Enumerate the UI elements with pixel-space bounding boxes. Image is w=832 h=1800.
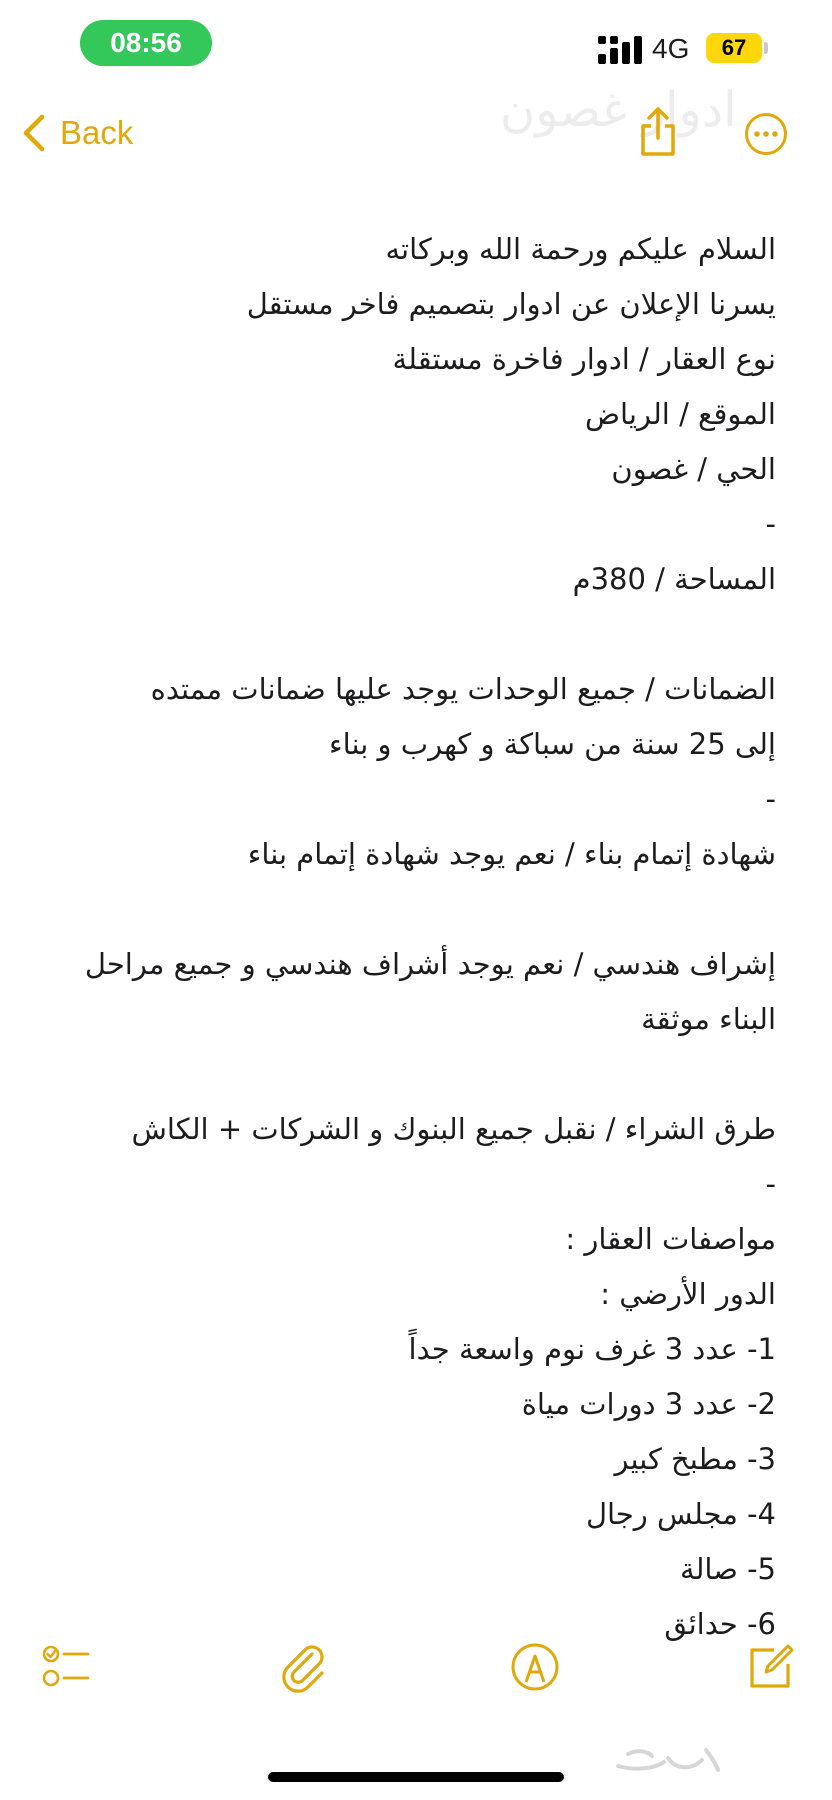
note-line (36, 1047, 776, 1102)
note-line: مواصفات العقار : (565, 1222, 776, 1256)
note-line: - (765, 507, 776, 541)
note-line: المساحة / 380م (572, 562, 776, 596)
compose-icon[interactable] (744, 1640, 798, 1694)
network-type: 4G (652, 33, 690, 64)
note-line: طرق الشراء / نقبل جميع البنوك و الشركات + الكاش (131, 1112, 776, 1146)
note-line: 6- حدائق (664, 1607, 776, 1641)
paperclip-icon[interactable] (278, 1640, 332, 1694)
checklist-icon[interactable] (40, 1640, 94, 1694)
note-line: الموقع / الرياض (584, 397, 776, 431)
note-line: 5- صالة (680, 1552, 776, 1586)
note-line: الضمانات / جميع الوحدات يوجد عليها ضمانات ممتده (150, 672, 776, 706)
back-button[interactable] (22, 108, 133, 158)
markup-pen-icon[interactable] (508, 1640, 562, 1694)
site-watermark-logo (612, 1740, 722, 1780)
note-line: 2- عدد 3 دورات مياة (521, 1387, 776, 1421)
note-line: - (765, 1167, 776, 1201)
note-line: السلام عليكم ورحمة الله وبركاته (385, 232, 776, 266)
note-line: البناء موثقة (641, 1002, 776, 1036)
note-line: الدور الأرضي : (600, 1277, 776, 1311)
note-line: إلى 25 سنة من سباكة و كهرب و بناء (329, 727, 776, 761)
status-bar (0, 0, 832, 90)
note-line (36, 882, 776, 937)
note-line: شهادة إتمام بناء / نعم يوجد شهادة إتمام بناء (247, 837, 776, 871)
battery-cap (764, 42, 768, 54)
note-line: - (765, 782, 776, 816)
note-line: 4- مجلس رجال (585, 1497, 776, 1531)
home-indicator[interactable] (268, 1772, 564, 1782)
note-line: إشراف هندسي / نعم يوجد أشراف هندسي و جميع مراحل (84, 947, 776, 981)
bottom-toolbar (0, 1640, 832, 1730)
note-line: 3- مطبخ كبير (614, 1442, 776, 1476)
status-time: 08:56 (80, 20, 212, 66)
note-line: يسرنا الإعلان عن ادوار بتصميم فاخر مستقل (246, 287, 776, 321)
note-body[interactable] (36, 222, 776, 1652)
note-line (36, 607, 776, 662)
note-line: 1- عدد 3 غرف نوم واسعة جداً (408, 1332, 776, 1366)
back-label: Back (60, 114, 134, 151)
note-line: نوع العقار / ادوار فاخرة مستقلة (392, 342, 776, 376)
scrolled-title-ghost: ادوار غصون (500, 82, 737, 138)
share-icon[interactable] (636, 106, 680, 158)
ellipsis-circle-icon[interactable] (744, 112, 788, 156)
note-line: الحي / غصون (611, 452, 776, 486)
chevron-left-icon (22, 113, 46, 153)
cellular-signal-icon (598, 36, 644, 64)
battery-level: 67 (706, 33, 762, 63)
